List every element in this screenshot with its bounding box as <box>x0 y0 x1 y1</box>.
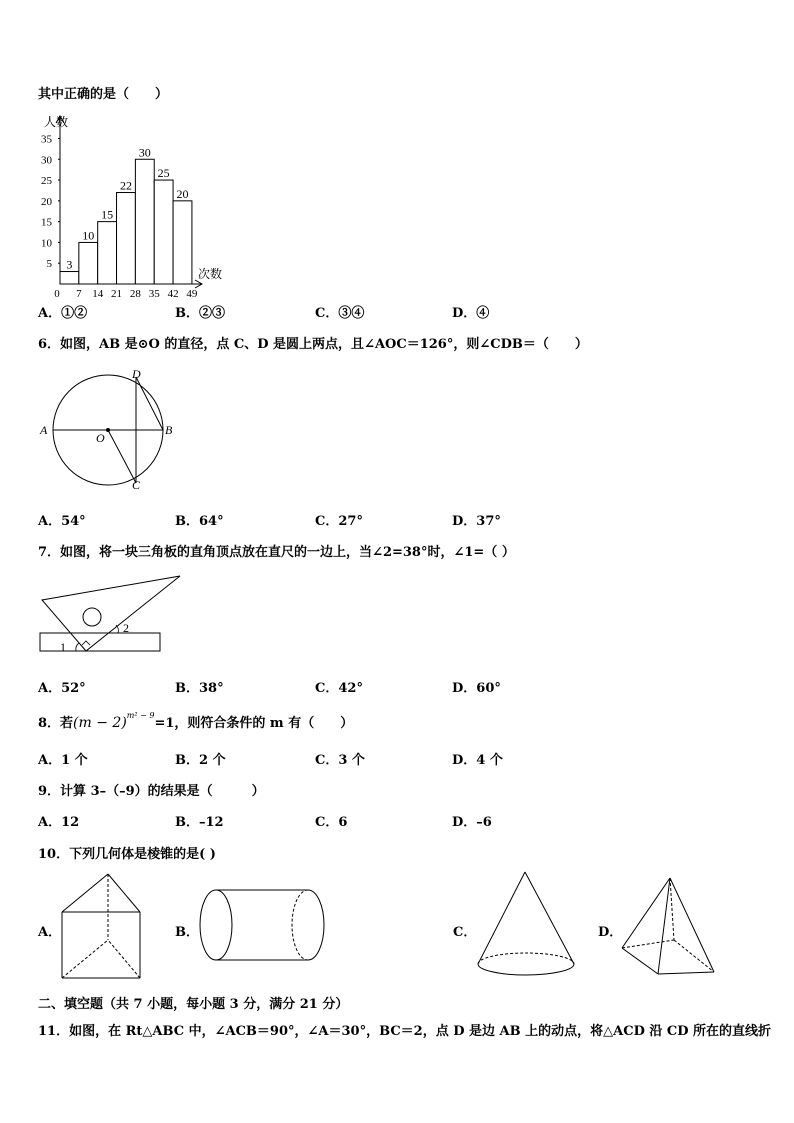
histogram-bar <box>135 159 154 284</box>
bar-value-label: 3 <box>66 257 73 272</box>
bar-value-label: 10 <box>82 228 95 243</box>
histogram-bar <box>98 222 117 284</box>
q9-option-c[interactable]: C．6 <box>315 815 348 830</box>
y-tick-label: 25 <box>41 175 52 188</box>
angle-1-arc <box>76 643 79 651</box>
q6-option-d[interactable]: D．37° <box>452 514 501 529</box>
q8-exponent: m² − 9 <box>126 710 155 720</box>
q9-option-a[interactable]: A．12 <box>38 815 80 830</box>
cylinder-shape[interactable] <box>196 885 328 965</box>
q8-option-d[interactable]: D．4 个 <box>452 753 503 768</box>
q7-option-b[interactable]: B．38° <box>175 681 224 696</box>
histogram-bar <box>154 180 173 284</box>
x-tick-label: 7 <box>76 288 82 300</box>
q5-option-b[interactable]: B．②③ <box>175 306 226 321</box>
triangular-prism-shape[interactable] <box>58 868 144 984</box>
q7-option-c[interactable]: C．42° <box>315 681 363 696</box>
bar-value-label: 25 <box>157 166 170 181</box>
q10-option-b-letter[interactable]: B． <box>175 925 199 940</box>
x-tick-label: 35 <box>148 288 160 300</box>
label-o: O <box>96 431 105 445</box>
y-tick-label: 5 <box>46 258 52 271</box>
bar-value-label: 22 <box>119 178 132 193</box>
x-tick-label: 28 <box>129 288 141 300</box>
q10-option-a-letter[interactable]: A． <box>38 925 62 940</box>
x-axis-label: 次数 <box>198 267 223 281</box>
y-tick-label: 10 <box>41 237 52 250</box>
q9-stem: 9．计算 3–（–9）的结果是（ ） <box>38 784 265 799</box>
chart-y-ticks <box>41 133 60 270</box>
label-d: D <box>132 367 141 381</box>
q8-option-b[interactable]: B．2 个 <box>175 753 226 768</box>
q9-option-d[interactable]: D．–6 <box>452 815 492 830</box>
histogram-bar <box>60 272 79 284</box>
label-a: A <box>40 423 48 437</box>
label-angle-1: 1 <box>60 640 66 654</box>
ruler <box>40 633 160 651</box>
q9-option-b[interactable]: B．–12 <box>175 815 224 830</box>
q5-option-d[interactable]: D．④ <box>452 306 490 321</box>
q8-option-a[interactable]: A．1 个 <box>38 753 88 768</box>
q7-stem: 7．如图，将一块三角板的直角顶点放在直尺的一边上，当∠2=38°时，∠1=（ ） <box>38 545 515 560</box>
segment-db <box>136 377 163 430</box>
q6-option-b[interactable]: B．64° <box>175 514 224 529</box>
center-point <box>106 428 110 432</box>
bar-value-label: 30 <box>138 145 151 160</box>
x-tick-label: 14 <box>92 288 104 300</box>
q5-option-a[interactable]: A．①② <box>38 306 88 321</box>
q10-option-c-letter[interactable]: C． <box>453 925 477 940</box>
y-tick-label: 30 <box>41 154 52 167</box>
histogram-bar <box>79 242 98 284</box>
y-tick-label: 35 <box>41 133 52 146</box>
segment-oc <box>108 430 136 483</box>
y-tick-label: 20 <box>41 195 52 208</box>
right-angle-mark <box>82 641 90 645</box>
bar-value-label: 20 <box>176 186 189 201</box>
q11-stem: 11．如图，在 Rt△ABC 中，∠ACB＝90°，∠A＝30°，BC＝2，点 D 是边 AB 上的动点，将△ACD 沿 CD 所在的直线折 <box>38 1024 772 1039</box>
q6-circle-figure <box>36 362 186 494</box>
y-tick-label: 15 <box>41 216 52 229</box>
x-tick-label: 49 <box>186 288 198 300</box>
label-b: B <box>165 423 173 437</box>
q7-option-d[interactable]: D．60° <box>452 681 501 696</box>
y-axis-label: 人数 <box>44 115 69 129</box>
label-angle-2: 2 <box>123 621 129 635</box>
x-tick-label: 21 <box>111 288 123 300</box>
q5-histogram <box>30 110 240 300</box>
q7-option-a[interactable]: A．52° <box>38 681 86 696</box>
q10-option-d-letter[interactable]: D． <box>598 925 623 940</box>
q8-option-c[interactable]: C．3 个 <box>315 753 365 768</box>
q8-stem: 8．若$(m - 2)^{m^2 - 9}=1$，则符合条件的 m 有（ ） <box>38 710 354 731</box>
chart-x-ticks <box>54 288 198 300</box>
q10-stem: 10．下列几何体是棱锥的是( ) <box>38 847 216 862</box>
label-c: C <box>132 478 141 492</box>
x-tick-label: 42 <box>167 288 179 300</box>
section-2-title: 二、填空题（共 7 小题，每小题 3 分，满分 21 分） <box>38 997 349 1012</box>
histogram-bar <box>117 193 136 284</box>
pyramid-shape[interactable] <box>618 872 720 980</box>
q6-option-a[interactable]: A．54° <box>38 514 86 529</box>
x-tick-label: 0 <box>54 288 60 300</box>
q6-option-c[interactable]: C．27° <box>315 514 363 529</box>
q5-tail: 其中正确的是（ ） <box>38 87 169 102</box>
q7-triangle-ruler-figure <box>36 570 186 655</box>
q6-stem: 6．如图，AB 是⊙O 的直径，点 C、D 是圆上两点，且∠AOC＝126°，则∠CDB＝（ ） <box>38 337 588 352</box>
q5-option-c[interactable]: C．③④ <box>315 306 365 321</box>
chart-bars <box>60 145 192 284</box>
set-square-hole <box>83 608 101 626</box>
cone-shape[interactable] <box>472 868 582 980</box>
bar-value-label: 15 <box>101 207 114 222</box>
histogram-bar <box>173 201 192 284</box>
q8-base: (m − 2) <box>73 715 127 731</box>
